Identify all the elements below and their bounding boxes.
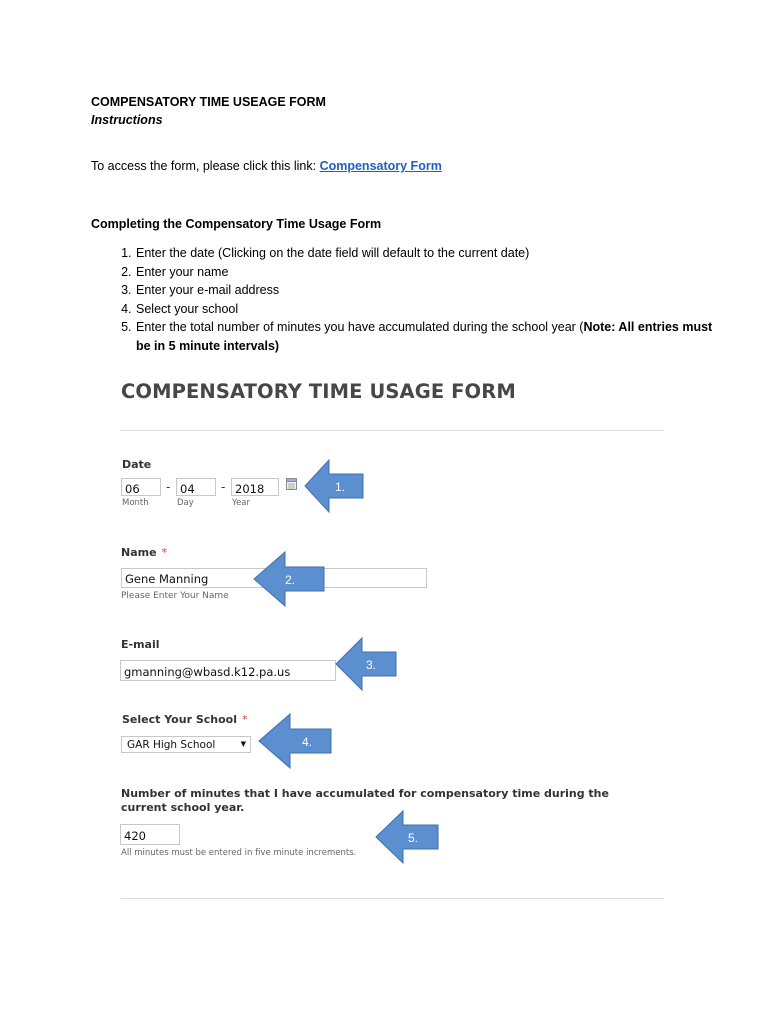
school-required-mark: *	[241, 713, 248, 726]
callout-label-5: 5.	[408, 831, 419, 845]
step-2: 2. Enter your name	[135, 263, 715, 282]
step-5-note: Note: All entries must be in 5 minute intervals)	[136, 320, 713, 353]
chevron-down-icon: ▼	[240, 740, 246, 748]
callout-arrow-5	[375, 810, 439, 864]
callout-label-1: 1.	[335, 480, 346, 494]
step-5-text: Enter the total number of minutes you have accumulated during the school year (	[136, 320, 584, 335]
calendar-icon[interactable]	[286, 477, 297, 489]
form-bottom-divider	[121, 898, 664, 899]
section-heading: Completing the Compensatory Time Usage Form	[91, 217, 382, 231]
access-line	[91, 159, 442, 173]
step-5	[135, 318, 715, 355]
date-year-sublabel: Year	[232, 498, 250, 508]
name-hint: Please Enter Your Name	[121, 591, 229, 601]
step-3: 3. Enter your e-mail address	[135, 281, 715, 300]
callout-label-3: 3.	[366, 658, 377, 672]
step-4: 4. Select your school	[135, 300, 715, 319]
doc-subtitle: Instructions	[91, 113, 163, 127]
callout-arrow-4	[258, 713, 332, 769]
date-month-sublabel: Month	[122, 498, 149, 508]
date-year-input[interactable]: 2018	[231, 478, 279, 496]
compensatory-form-link[interactable]: Compensatory Form	[319, 159, 442, 173]
minutes-label: Number of minutes that I have accumulated for compensatory time during the current school year.	[121, 787, 609, 814]
date-month-input[interactable]: 06	[121, 478, 161, 496]
school-select-value: GAR High School	[127, 739, 216, 751]
name-required-mark: *	[161, 546, 168, 559]
callout-arrow-1	[304, 459, 364, 513]
callout-arrow-3	[335, 637, 397, 691]
date-label: Date	[122, 458, 152, 471]
callout-arrow-2	[253, 551, 325, 607]
date-day-input[interactable]: 04	[176, 478, 216, 496]
name-label: Name *	[121, 546, 168, 559]
access-text: To access the form, please click this link:	[91, 159, 320, 173]
form-title: COMPENSATORY TIME USAGE FORM	[121, 380, 516, 403]
date-separator-2: -	[221, 480, 226, 494]
callout-label-4: 4.	[302, 735, 313, 749]
minutes-input[interactable]: 420	[120, 824, 180, 845]
email-input[interactable]: gmanning@wbasd.k12.pa.us	[120, 660, 336, 681]
school-label: Select Your School *	[122, 713, 248, 726]
step-1: 1. Enter the date (Clicking on the date field will default to the current date)	[135, 244, 715, 263]
school-select[interactable]	[121, 736, 251, 753]
callout-label-2: 2.	[285, 573, 296, 587]
instruction-steps	[91, 244, 715, 356]
minutes-hint: All minutes must be entered in five minute increments.	[121, 848, 357, 858]
name-input[interactable]: Gene Manning	[121, 568, 427, 588]
doc-title: COMPENSATORY TIME USEAGE FORM	[91, 95, 326, 109]
email-label: E-mail	[121, 638, 160, 651]
form-top-divider	[121, 430, 664, 431]
date-day-sublabel: Day	[177, 498, 194, 508]
date-separator-1: -	[166, 480, 171, 494]
